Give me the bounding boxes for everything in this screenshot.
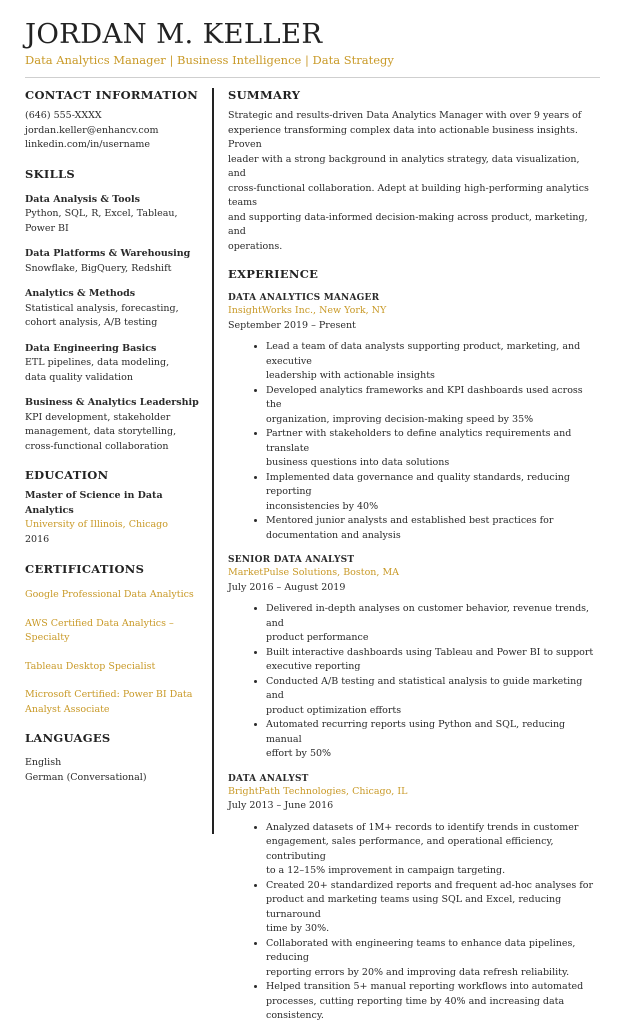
certification-line: Microsoft Certified: Power BI Data: [25, 689, 193, 700]
skill-line: Python, SQL, R, Excel, Tableau,: [25, 208, 178, 219]
certifications-heading: CERTIFICATIONS: [25, 562, 145, 576]
job-bullet-line: product and marketing teams using SQL and Excel, reducing turnaround: [266, 894, 562, 920]
summary-line: Strategic and results-driven Data Analytics Manager with over 9 years of: [228, 110, 582, 121]
job-bullet: [266, 340, 598, 384]
job-bullet-line: • Implemented data governance and quality standards, reducing reporting: [266, 471, 570, 497]
experience-list: [228, 293, 598, 1024]
job-dates: July 2013 – June 2016: [228, 800, 334, 811]
phone: (646) 555-XXXX: [25, 110, 102, 121]
job-dates: September 2019 – Present: [228, 319, 356, 331]
job-bullet-line: engagement, sales performance, and operational efficiency, contributing: [266, 836, 554, 862]
job-bullets: [228, 821, 598, 1024]
job-bullet-line: • Developed analytics frameworks and KPI dashboards used across the: [266, 384, 583, 410]
summary-line: cross-functional collaboration. Adept at building high-performing analytics teams: [228, 182, 589, 208]
job-bullets: [228, 602, 598, 762]
certification-line: Google Professional Data Analytics: [25, 589, 194, 600]
skill-group: [25, 342, 203, 386]
skill-line: cross-functional collaboration: [25, 440, 169, 452]
skill-line: Statistical analysis, forecasting,: [25, 302, 179, 314]
job-title: SENIOR DATA ANALYST: [228, 555, 355, 565]
skill-line: KPI development, stakeholder: [25, 411, 171, 423]
job-bullet: [266, 879, 598, 937]
job-bullet-line: • Collaborated with engineering teams to enhance data pipelines, reducing: [266, 937, 576, 963]
skills-heading: SKILLS: [25, 166, 75, 181]
certification-line: Tableau Desktop Specialist: [25, 660, 156, 672]
school: University of Illinois, Chicago: [25, 519, 168, 530]
languages-heading: LANGUAGES: [25, 731, 111, 745]
skill-line: ETL pipelines, data modeling,: [25, 357, 170, 368]
job-bullet: [266, 980, 598, 1024]
skill-group-title: Data Engineering Basics: [25, 342, 157, 354]
skill-group-title: Data Analysis & Tools: [25, 193, 140, 205]
header-divider: [25, 77, 600, 78]
job-bullet-line: product performance: [266, 632, 369, 643]
job-title: DATA ANALYTICS MANAGER: [228, 293, 380, 303]
job-bullet-line: product optimization efforts: [266, 704, 402, 716]
job-bullet-line: processes, cutting reporting time by 40% and increasing data consistency.: [266, 995, 565, 1021]
job-bullet-line: • Delivered in-depth analyses on customer behavior, revenue trends, and: [266, 603, 590, 629]
certification-item: [25, 688, 203, 717]
skill-group: [25, 396, 203, 454]
job-bullet-line: • Conducted A/B testing and statistical analysis to guide marketing and: [266, 675, 583, 701]
summary-line: and supporting data-informed decision-making across product, marketing, and: [228, 211, 588, 237]
summary-text: [228, 109, 598, 254]
job-entry: [228, 555, 598, 762]
job-bullet-line: business questions into data solutions: [266, 457, 450, 468]
linkedin: linkedin.com/in/username: [25, 139, 151, 150]
summary-line: leader with a strong background in analytics strategy, data visualization, and: [228, 153, 580, 179]
right-column: [228, 88, 598, 1024]
skill-group: [25, 247, 203, 276]
job-meta: [228, 304, 598, 333]
education-heading: EDUCATION: [25, 468, 109, 482]
job-company: InsightWorks Inc., New York, NY: [228, 305, 387, 316]
candidate-name: JORDAN M. KELLER: [25, 18, 323, 50]
job-bullet-line: • Analyzed datasets of 1M+ records to identify trends in customer: [266, 821, 579, 833]
job-bullet: [266, 937, 598, 981]
job-company: MarketPulse Solutions, Boston, MA: [228, 567, 400, 578]
job-bullet: [266, 427, 598, 471]
certification-item: [25, 660, 203, 675]
job-bullet-line: effort by 50%: [266, 748, 332, 759]
certifications-list: [25, 588, 203, 717]
job-bullet-line: • Partner with stakeholders to define analytics requirements and translate: [266, 428, 572, 454]
job-bullet-line: documentation and analysis: [266, 529, 401, 541]
tagline: Data Analytics Manager | Business Intelligence | Data Strategy: [25, 53, 394, 67]
job-meta: [228, 785, 598, 814]
job-bullet-line: organization, improving decision-making speed by 35%: [266, 413, 534, 425]
job-bullet-line: executive reporting: [266, 661, 361, 672]
job-bullet: [266, 821, 598, 879]
job-bullet-line: time by 30%.: [266, 923, 330, 934]
job-bullet: [266, 602, 598, 646]
skill-group-title: Analytics & Methods: [25, 288, 136, 299]
certification-line: Analyst Associate: [25, 703, 110, 715]
skill-group: [25, 193, 203, 237]
left-column: [25, 88, 203, 785]
skill-line: data quality validation: [25, 371, 133, 383]
job-entry: [228, 774, 598, 1024]
job-entry: [228, 293, 598, 543]
job-bullet: [266, 718, 598, 762]
job-title: DATA ANALYST: [228, 773, 309, 784]
skill-line: Snowflake, BigQuery, Redshift: [25, 262, 172, 274]
column-divider: [212, 88, 214, 834]
skill-group-title: Business & Analytics Leadership: [25, 397, 199, 408]
job-bullet-line: • Mentored junior analysts and established best practices for: [266, 515, 554, 526]
job-meta: [228, 566, 598, 595]
summary-line: experience transforming complex data into actionable business insights. Proven: [228, 124, 578, 150]
job-bullets: [228, 340, 598, 543]
language-item: English: [25, 757, 62, 768]
certification-item: [25, 588, 203, 603]
skill-line: Power BI: [25, 222, 69, 234]
job-bullet-line: leadership with actionable insights: [266, 370, 435, 381]
skill-group: [25, 287, 203, 331]
degree: Master of Science in Data Analytics: [25, 490, 163, 516]
skills-list: [25, 193, 203, 455]
summary-line: operations.: [228, 240, 283, 252]
language-item: German (Conversational): [25, 771, 147, 783]
contact-block: [25, 109, 203, 153]
job-bullet: [266, 514, 598, 543]
certification-line: Specialty: [25, 632, 70, 643]
job-bullet: [266, 384, 598, 428]
job-bullet-line: • Helped transition 5+ manual reporting workflows into automated: [266, 981, 584, 992]
experience-heading: EXPERIENCE: [228, 267, 319, 281]
job-bullet-line: • Created 20+ standardized reports and frequent ad-hoc analyses for: [266, 879, 594, 891]
graduation-year: 2016: [25, 533, 50, 545]
job-bullet: [266, 646, 598, 675]
certification-line: AWS Certified Data Analytics –: [25, 617, 174, 629]
job-bullet: [266, 471, 598, 515]
job-bullet-line: inconsistencies by 40%: [266, 500, 379, 512]
languages-list: [25, 756, 203, 785]
job-bullet: [266, 675, 598, 719]
certification-item: [25, 617, 203, 646]
job-bullet-line: • Built interactive dashboards using Tableau and Power BI to support: [266, 646, 594, 658]
job-bullet-line: • Automated recurring reports using Python and SQL, reducing manual: [266, 719, 566, 745]
job-company: BrightPath Technologies, Chicago, IL: [228, 785, 408, 797]
summary-heading: SUMMARY: [228, 88, 301, 102]
skill-group-title: Data Platforms & Warehousing: [25, 248, 191, 259]
job-bullet-line: reporting errors by 20% and improving data refresh reliability.: [266, 966, 570, 978]
skill-line: cohort analysis, A/B testing: [25, 317, 158, 328]
skill-line: management, data storytelling,: [25, 426, 177, 437]
job-dates: July 2016 – August 2019: [228, 581, 346, 593]
contact-heading: CONTACT INFORMATION: [25, 88, 199, 102]
job-bullet-line: to a 12–15% improvement in campaign targeting.: [266, 865, 506, 876]
email: jordan.keller@enhancv.com: [25, 124, 159, 136]
education-block: [25, 489, 203, 547]
job-bullet-line: • Lead a team of data analysts supporting product, marketing, and executive: [266, 341, 581, 367]
